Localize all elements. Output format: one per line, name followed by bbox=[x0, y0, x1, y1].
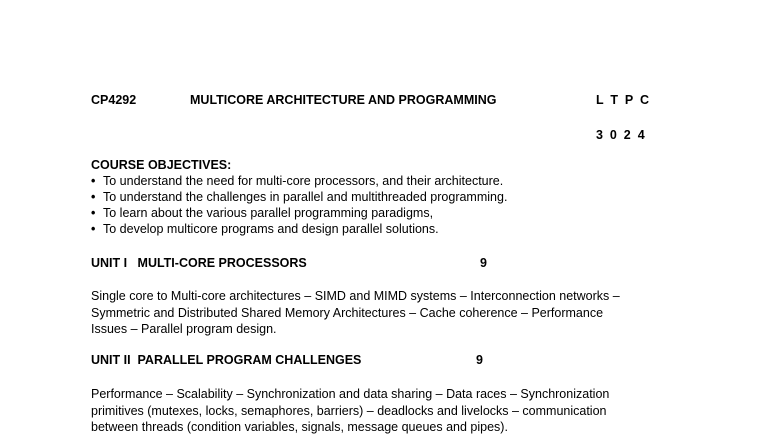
unit-1-line: Single core to Multi-core architectures – SIMD and MIMD systems – Interconnection networks – bbox=[91, 289, 620, 303]
objective-item bbox=[91, 221, 507, 237]
course-title: MULTICORE ARCHITECTURE AND PROGRAMMING bbox=[190, 93, 497, 107]
ltpc-label: L T P C bbox=[596, 93, 650, 107]
objective-text: To learn about the various parallel programming paradigms, bbox=[103, 206, 434, 220]
unit-2-line: primitives (mutexes, locks, semaphores, barriers) – deadlocks and livelocks – communication bbox=[91, 403, 607, 418]
unit-1-hours: 9 bbox=[480, 256, 487, 270]
unit-1-title: UNIT I MULTI-CORE PROCESSORS bbox=[91, 256, 307, 270]
unit-2-description bbox=[91, 386, 711, 436]
unit-2-title: UNIT II PARALLEL PROGRAM CHALLENGES bbox=[91, 353, 362, 367]
unit-1-description bbox=[91, 288, 711, 338]
objective-item bbox=[91, 205, 507, 221]
objective-text: To understand the need for multi-core processors, and their architecture. bbox=[103, 174, 504, 188]
ltpc-values: 3 0 2 4 bbox=[596, 128, 645, 142]
objective-item bbox=[91, 173, 507, 189]
objectives-list bbox=[91, 173, 507, 237]
objectives-heading: COURSE OBJECTIVES: bbox=[91, 158, 232, 172]
objective-item bbox=[91, 189, 507, 205]
bullet-icon: • bbox=[91, 206, 96, 220]
objective-text: To understand the challenges in parallel and multithreaded programming. bbox=[103, 190, 508, 204]
course-code: CP4292 bbox=[91, 93, 137, 107]
bullet-icon: • bbox=[91, 222, 96, 236]
unit-1-line: Issues – Parallel program design. bbox=[91, 322, 277, 336]
objective-text: To develop multicore programs and design parallel solutions. bbox=[103, 222, 439, 236]
bullet-icon: • bbox=[91, 190, 96, 204]
bullet-icon: • bbox=[91, 174, 96, 188]
unit-2-hours: 9 bbox=[476, 353, 483, 367]
unit-2-line: between threads (condition variables, signals, message queues and pipes). bbox=[91, 420, 508, 434]
unit-2-line: Performance – Scalability – Synchronization and data sharing – Data races – Synchronization bbox=[91, 387, 610, 401]
unit-1-line: Symmetric and Distributed Shared Memory Architectures – Cache coherence – Performance bbox=[91, 305, 604, 320]
